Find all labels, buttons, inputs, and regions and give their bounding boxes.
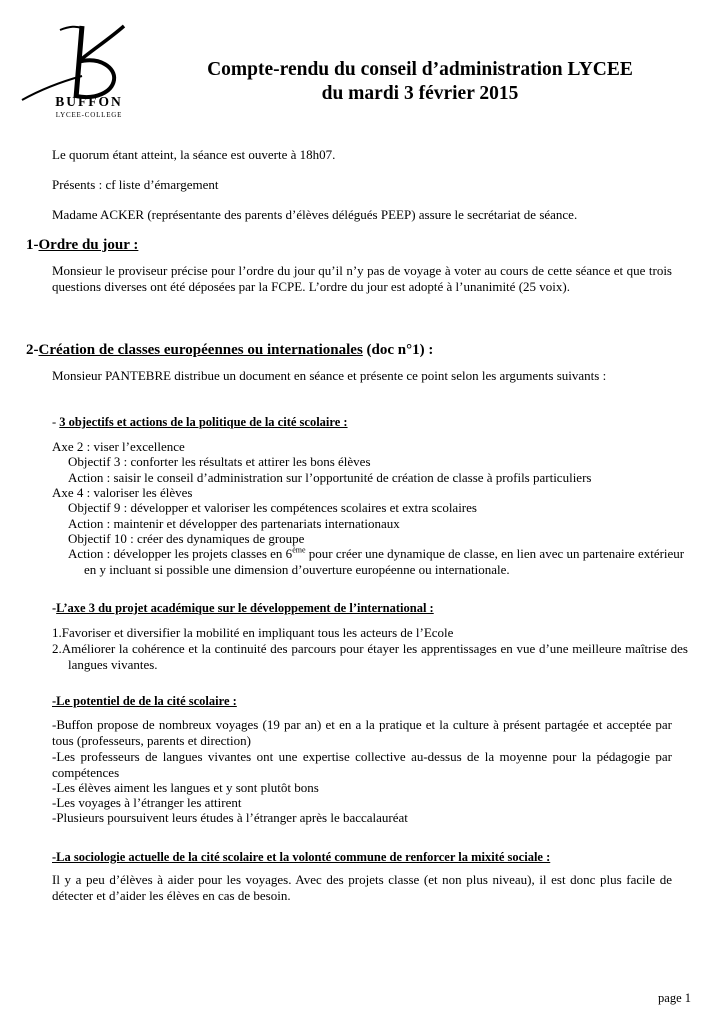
block-4-heading xyxy=(52,850,550,865)
objectif-9: Objectif 9 : développer et valoriser les compétences scolaires et extra scolaires xyxy=(68,500,477,515)
action-partenariats: Action : maintenir et développer des partenariats internationaux xyxy=(68,516,400,531)
logo-name: BUFFON xyxy=(55,94,123,109)
axe-2: Axe 2 : viser l’excellence xyxy=(52,439,185,454)
block-3-title: -Le potentiel de de la cité scolaire : xyxy=(52,694,237,708)
block-1-heading xyxy=(52,415,348,430)
block-2-prefix: - xyxy=(52,601,57,615)
intro-presents: Présents : cf liste d’émargement xyxy=(52,177,219,192)
list-item-2: 2.Améliorer la cohérence et la continuité des parcours pour étayer les apprentissages en vue d’une meilleure maîtrise des langues vivantes. xyxy=(52,641,688,672)
list-item-voyages: -Buffon propose de nombreux voyages (19 par an) et en a la pratique et la culture à présent partagée et acceptée par tous (professeurs, parents et direction) xyxy=(52,717,672,748)
list-item-etranger: -Les voyages à l’étranger les attirent xyxy=(52,795,242,810)
page-number: page 1 xyxy=(658,991,691,1005)
axe-4: Axe 4 : valoriser les élèves xyxy=(52,485,193,500)
block-2-title: L’axe 3 du projet académique sur le développement de l’international : xyxy=(56,601,434,615)
action-text-b: pour créer une dynamique de classe, en lien avec un partenaire extérieur en y incluant si possible une dimension d’ouverture européenne ou internationale. xyxy=(84,546,685,577)
block-3-heading xyxy=(52,694,237,709)
section-1-body: Monsieur le proviseur précise pour l’ordre du jour qu’il n’y pas de voyage à voter au cours de cette séance et que trois questions diverses ont été déposées par la FCPE. L’ordre du jour est adopté à l’unanimité (25 voix). xyxy=(52,263,672,294)
objectif-3: Objectif 3 : conforter les résultats et attirer les bons élèves xyxy=(68,454,371,469)
section-2-suffix: (doc n°1) : xyxy=(362,342,434,358)
action-projets-classes xyxy=(68,546,688,577)
page-title: Compte-rendu du conseil d’administration LYCEE xyxy=(207,59,633,80)
block-1-title: 3 objectifs et actions de la politique de la cité scolaire : xyxy=(59,415,348,429)
action-text-a: Action : développer les projets classes en 6 xyxy=(68,546,293,561)
intro-quorum: Le quorum étant atteint, la séance est ouverte à 18h07. xyxy=(52,147,336,162)
section-2-title: Création de classes européennes ou internationales xyxy=(38,342,363,358)
section-2-number: 2- xyxy=(26,342,39,358)
list-item-eleves: -Les élèves aiment les langues et y sont plutôt bons xyxy=(52,780,319,795)
objectif-10: Objectif 10 : créer des dynamiques de groupe xyxy=(68,531,305,546)
section-1-heading xyxy=(26,237,138,254)
block-1-prefix: - xyxy=(52,415,60,429)
section-1-title: Ordre du jour : xyxy=(38,237,139,253)
page-subtitle-date: du mardi 3 février 2015 xyxy=(321,83,519,104)
block-4-body: Il y a peu d’élèves à aider pour les voyages. Avec des projets classe (et non plus niveau), il est donc plus facile de détecter et d’aider les élèves en cas de besoin. xyxy=(52,872,672,903)
list-item-etudes: -Plusieurs poursuivent leurs études à l’étranger après le baccalauréat xyxy=(52,810,408,825)
logo-subtitle: LYCEE-COLLEGE xyxy=(55,111,123,119)
section-2-body: Monsieur PANTEBRE distribue un document en séance et présente ce point selon les arguments suivants : xyxy=(52,368,607,383)
section-2-heading xyxy=(26,342,433,359)
intro-secretary: Madame ACKER (représentante des parents d’élèves délégués PEEP) assure le secrétariat de séance. xyxy=(52,207,578,222)
block-2-heading xyxy=(52,601,434,616)
block-4-title: -La sociologie actuelle de la cité scolaire et la volonté commune de renforcer la mixité sociale : xyxy=(52,850,551,864)
section-1-number: 1- xyxy=(26,237,39,253)
list-item-professeurs: -Les professeurs de langues vivantes ont une expertise collective au-dessus de la moyenne pour la pédagogie par compétences xyxy=(52,749,672,780)
list-item-1: 1.Favoriser et diversifier la mobilité en impliquant tous les acteurs de l’Ecole xyxy=(52,625,454,640)
action-superscript: ème xyxy=(292,545,306,555)
action-saisir: Action : saisir le conseil d’administration sur l’opportunité de création de classe à profils particuliers xyxy=(68,470,592,485)
